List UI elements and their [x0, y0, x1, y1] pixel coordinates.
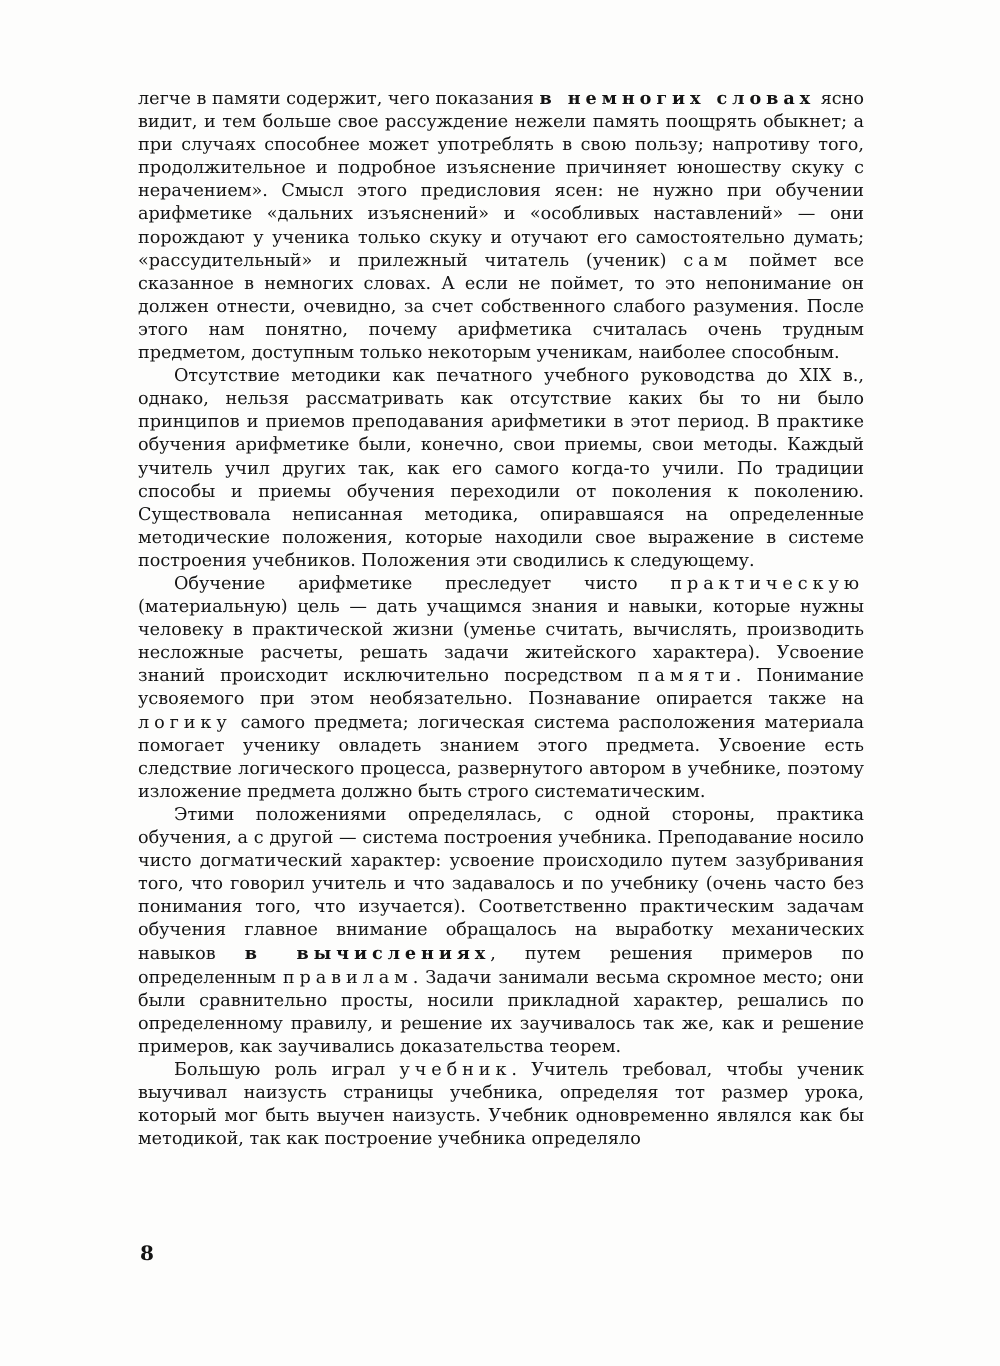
text-run: поймет все сказанное в немногих словах. А если не поймет, то это непонимание он должен отнести, очевидно, за счет собственного слабого разумения. После этого нам понятно, почему арифметика считалась очень трудным предметом, доступным только некоторым ученикам, наиболее способным.: [138, 250, 864, 364]
paragraph: [138, 573, 864, 804]
paragraph: [138, 1059, 864, 1151]
text-run: самого предмета; логическая система расположения материала помогает ученику овладеть знанием этого предмета. Усвоение есть следствие логического процесса, развернутого автором в учебнике, поэтому изложение предмета должно быть строго систематическим.: [138, 712, 864, 802]
paragraph: [138, 804, 864, 1059]
text-run: . Понимание усвояемого при этом необязательно. Познавание опирается также на: [138, 666, 864, 710]
text-run: Большую роль играл: [174, 1059, 400, 1080]
emphasized-text: практическую: [670, 573, 864, 594]
text-run: (материальную) цель — дать учащимся знания и навыки, которые нужны человеку в практической жизни (уменье считать, вычислять, производить несложные расчеты, решать задачи житейского характера). Усвоение знаний происходит исключительно посредством: [138, 597, 864, 687]
text-run: . Задачи занимали весьма скромное место; они были сравнительно просты, носили прикладной характер, решались по определенному правилу, и решение их заучивалось так же, как и решение примеров, как заучивались доказательства теорем.: [138, 967, 865, 1057]
text-run: . Учитель требовал, чтобы ученик выучивал наизусть страницы учебника, определяя тот размер урока, который мог быть выучен наизусть. Учебник одновременно являлся как бы методикой, так как построение учебника определяло: [138, 1059, 864, 1150]
page-number: 8: [140, 1241, 154, 1265]
emphasized-text: в немногих словах: [539, 88, 816, 109]
text-run: Обучение арифметике преследует чисто: [174, 573, 671, 594]
text-run: легче в памяти содержит, чего показания: [138, 89, 540, 109]
text-run: , путем решения примеров по определенным: [138, 944, 864, 988]
emphasized-text: сам: [683, 250, 733, 271]
emphasized-text: логику: [138, 712, 232, 733]
paragraph: [138, 87, 864, 365]
body-text: [138, 87, 864, 1151]
emphasized-text: в вычислениях: [244, 943, 491, 965]
text-run: ясно видит, и тем больше свое рассуждение нежели память поощрять обыкнет; а при случаях способнее может употреблять в свою пользу; напротиву того, продолжительное и подробное изъяснение причиняет юношеству скуку с нерачением». Смысл этого предисловия ясен: не нужно при обучении арифметике «дальних изъяснений» и «особливых наставлений» — они порождают у ученика только скуку и отучают его самостоятельно думать; «рассудительный» и прилежный читатель (ученик): [138, 89, 864, 271]
emphasized-text: правилам: [282, 967, 413, 988]
paragraph: [138, 365, 864, 573]
emphasized-text: памяти: [637, 666, 736, 687]
text-run: Этими положениями определялась, с одной стороны, практика обучения, а с другой — система построения учебника. Преподавание носило чисто догматический характер: усвоение происходило путем зазубривания того, что говорил учитель и что задавалось и по учебнику (очень часто без понимания того, что изучается). Соответственно практическим задачам обучения главное внимание обращалось на выработку механических навыков: [138, 804, 864, 965]
text-run: Отсутствие методики как печатного учебного руководства до XIX в., однако, нельзя рассматривать как отсутствие каких бы то ни было принципов и приемов преподавания арифметики в этот период. В практике обучения арифметике были, конечно, свои приемы, свои методы. Каждый учитель учил других так, как его самого когда-то учили. По традиции способы и приемы обучения переходили от поколения к поколению. Существовала неписанная методика, опиравшаяся на определенные методические положения, которые находили свое выражение в системе построения учебников. Положения эти сводились к следующему.: [138, 366, 864, 571]
emphasized-text: учебник: [399, 1059, 512, 1080]
